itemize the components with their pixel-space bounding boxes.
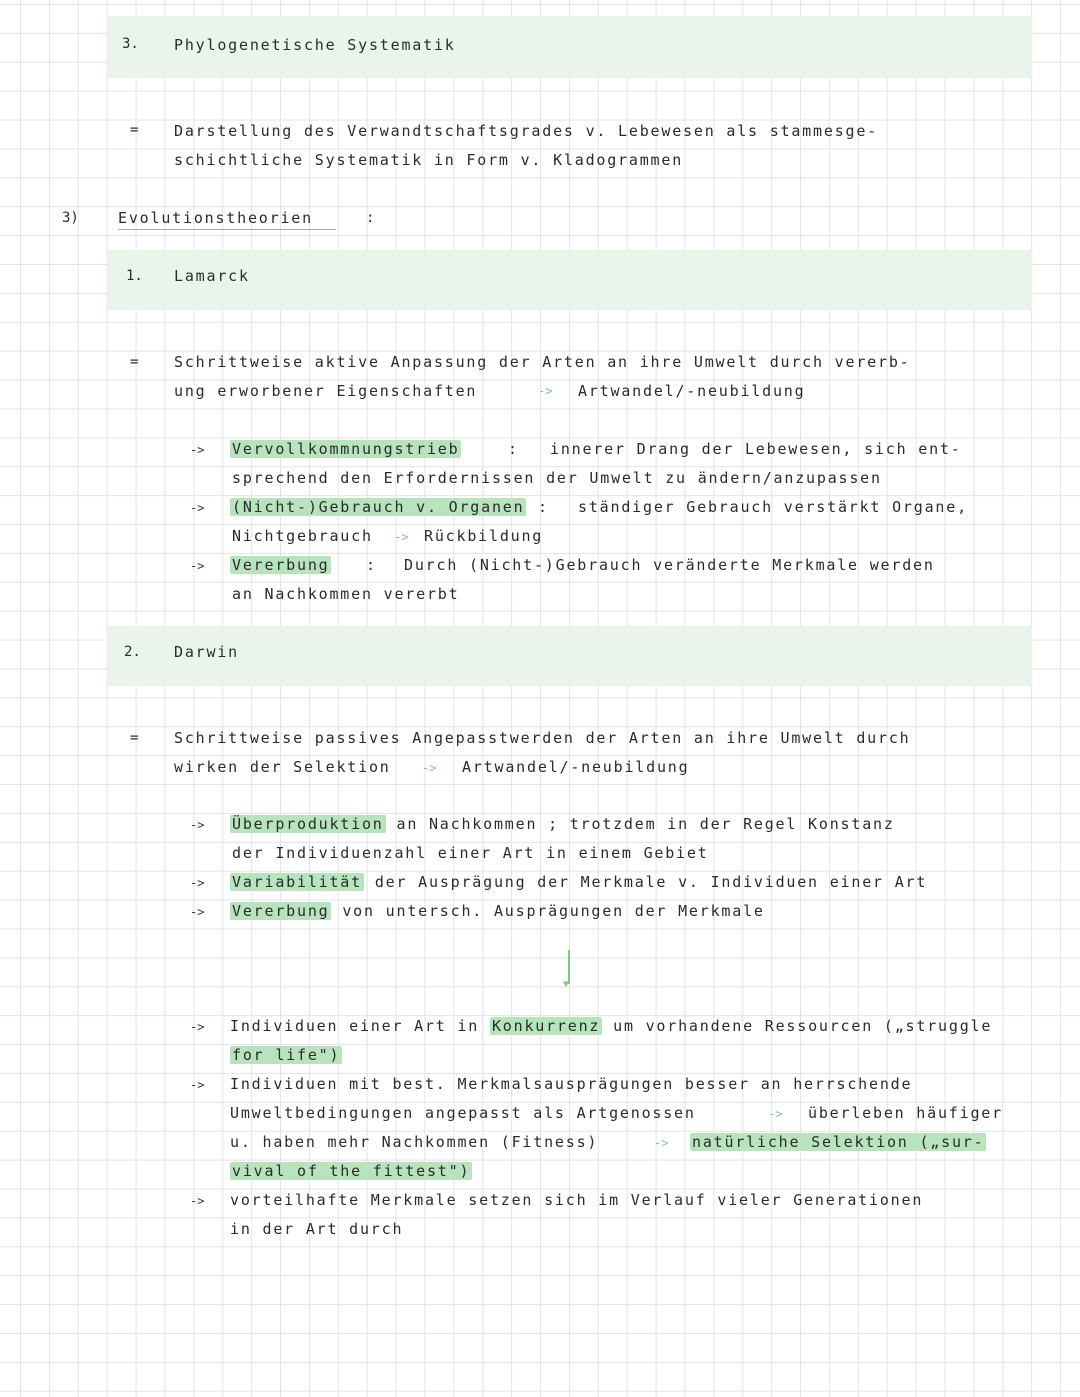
down-arrow-icon: ▼ [563, 979, 570, 990]
bullet-konkurrenz [230, 1016, 992, 1036]
text-line: ständiger Gebrauch verstärkt Organe, [578, 498, 968, 516]
equals-sign: = [130, 730, 139, 746]
bullet-arrow-icon: -> [190, 1020, 205, 1034]
text-line [230, 1161, 472, 1181]
text-line: Schrittweise aktive Anpassung der Arten an ihre Umwelt durch vererb- [174, 353, 911, 371]
text-line: Nichtgebrauch [232, 527, 373, 545]
bullet-arrow-icon: -> [190, 1194, 205, 1208]
separator: : [538, 498, 549, 516]
section-title-evolutionstheorien [118, 208, 336, 230]
highlight-term: (Nicht-)Gebrauch v. Organen [232, 498, 525, 516]
highlight-term: natürliche Selektion („sur- [692, 1133, 985, 1151]
text-line: wirken der Selektion [174, 758, 391, 776]
text-line: Artwandel/-neubildung [462, 758, 690, 776]
bullet-arrow-icon: -> [190, 876, 205, 890]
bullet-arrow-icon: -> [190, 443, 205, 457]
text-line: vorteilhafte Merkmale setzen sich im Verlauf vieler Generationen [230, 1191, 924, 1209]
arrow-right-icon: -> [422, 761, 437, 775]
section-number: 3) [62, 210, 79, 226]
bullet-text: der Ausprägung der Merkmale v. Individuen einer Art [374, 873, 928, 891]
term-natuerliche-selektion [690, 1132, 986, 1152]
text-line: überleben häufiger [808, 1104, 1003, 1122]
highlight-term: vival of the fittest") [232, 1162, 471, 1180]
heading-lamarck: Lamarck [174, 267, 250, 285]
bullet-variabilitaet [230, 872, 927, 892]
arrow-right-icon: -> [654, 1136, 669, 1150]
text-line: Durch (Nicht-)Gebrauch veränderte Merkmale werden [404, 556, 935, 574]
bullet-text: an Nachkommen ; trotzdem in der Regel Konstanz [396, 815, 895, 833]
bullet-text: von untersch. Ausprägungen der Merkmale [342, 902, 765, 920]
colon: : [366, 210, 375, 226]
text-line: Rückbildung [424, 527, 544, 545]
highlight-term: Vervollkommnungstrieb [232, 440, 460, 458]
highlight-term: Konkurrenz [491, 1017, 601, 1035]
heading-darwin: Darwin [174, 643, 239, 661]
item-number: 3. [122, 36, 139, 52]
equals-sign: = [130, 354, 139, 370]
bullet-arrow-icon: -> [190, 1078, 205, 1092]
bullet-arrow-icon: -> [190, 501, 205, 515]
separator: : [508, 440, 519, 458]
bullet-arrow-icon: -> [190, 559, 205, 573]
bullet-vererbung [230, 901, 765, 921]
text-line: ung erworbener Eigenschaften [174, 382, 478, 400]
term-vervollkommnungstrieb [230, 439, 461, 459]
item-number: 1. [126, 268, 143, 284]
heading-band-darwin [108, 626, 1032, 686]
bullet-arrow-icon: -> [190, 818, 205, 832]
text-line: Artwandel/-neubildung [578, 382, 806, 400]
heading-phylogenetische-systematik: Phylogenetische Systematik [174, 36, 456, 54]
equals-sign: = [130, 122, 139, 138]
text-line: schichtliche Systematik in Form v. Kladogrammen [174, 151, 684, 169]
text-line: an Nachkommen vererbt [232, 585, 460, 603]
text-line: der Individuenzahl einer Art in einem Gebiet [232, 844, 709, 862]
text-line: in der Art durch [230, 1220, 404, 1238]
text-line: sprechend den Erfordernissen der Umwelt zu ändern/anzupassen [232, 469, 882, 487]
arrow-right-icon: -> [768, 1107, 783, 1121]
term-vererbung [230, 555, 331, 575]
text-line: Individuen mit best. Merkmalsausprägungen besser an herrschende [230, 1075, 913, 1093]
highlight-term: Vererbung [232, 902, 330, 920]
text-line: Darstellung des Verwandtschaftsgrades v. Lebewesen als stammesge- [174, 122, 878, 140]
highlight-term: Variabilität [232, 873, 362, 891]
arrow-right-icon: -> [394, 530, 409, 544]
text-line [230, 1045, 342, 1065]
text-line: u. haben mehr Nachkommen (Fitness) [230, 1133, 599, 1151]
text-line: Schrittweise passives Angepasstwerden der Arten an ihre Umwelt durch [174, 729, 911, 747]
item-number: 2. [124, 644, 141, 660]
bullet-text: um vorhandene Ressourcen („struggle [613, 1017, 993, 1035]
arrow-right-icon: -> [538, 384, 553, 398]
text-line: innerer Drang der Lebewesen, sich ent- [550, 440, 962, 458]
bullet-ueberproduktion [230, 814, 895, 834]
separator: : [366, 556, 377, 574]
highlight-term: for life") [232, 1046, 341, 1064]
bullet-text: Individuen einer Art in [230, 1017, 480, 1035]
section-title-text: Evolutionstheorien [118, 208, 336, 230]
bullet-arrow-icon: -> [190, 905, 205, 919]
term-nicht-gebrauch [230, 497, 526, 517]
highlight-term: Vererbung [232, 556, 330, 574]
text-line: Umweltbedingungen angepasst als Artgenossen [230, 1104, 696, 1122]
highlight-term: Überproduktion [232, 815, 384, 833]
